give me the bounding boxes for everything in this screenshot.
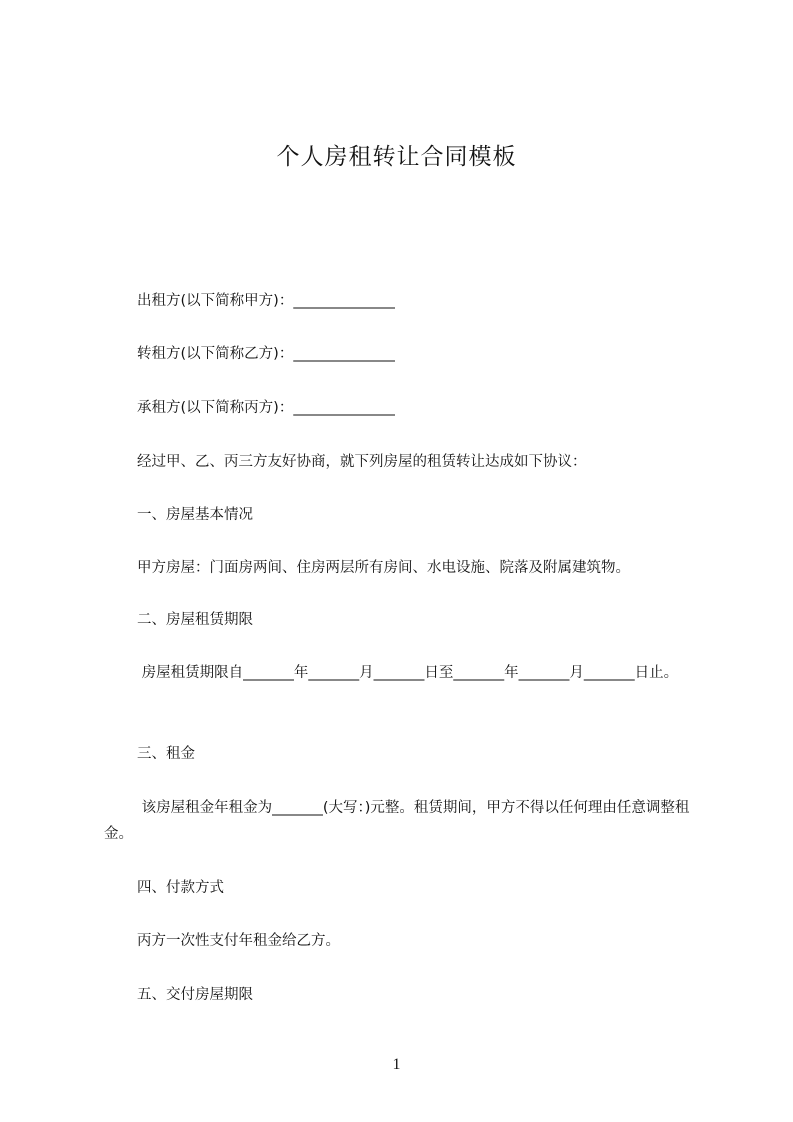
section-heading-4: 四、付款方式 bbox=[137, 880, 224, 896]
section-heading-5: 五、交付房屋期限 bbox=[137, 987, 253, 1003]
section-body-1: 甲方房屋：门面房两间、住房两层所有房间、水电设施、院落及附属建筑物。 bbox=[137, 560, 630, 576]
section-body-2: 房屋租赁期限自_______年_______月_______日至_______年_______月_______日止。 bbox=[137, 665, 679, 681]
lessee-line: 承租方(以下简称丙方)：______________ bbox=[137, 400, 395, 416]
section-heading-3: 三、租金 bbox=[137, 746, 195, 762]
section-body-3: 该房屋租金年租金为_______(大写：)元整。租赁期间，甲方不得以任何理由任意调整租金。 bbox=[104, 800, 690, 842]
sublessor-line: 转租方(以下简称乙方)：______________ bbox=[137, 346, 395, 362]
lessor-line: 出租方(以下简称甲方)：______________ bbox=[137, 293, 395, 309]
section-body-4: 丙方一次性支付年租金给乙方。 bbox=[137, 933, 340, 949]
agreement-intro: 经过甲、乙、丙三方友好协商，就下列房屋的租赁转让达成如下协议： bbox=[137, 454, 587, 470]
section-heading-1: 一、房屋基本情况 bbox=[137, 507, 253, 523]
page-number: 1 bbox=[392, 1056, 401, 1073]
section-heading-2: 二、房屋租赁期限 bbox=[137, 612, 253, 628]
document-title: 个人房租转让合同模板 bbox=[276, 144, 517, 170]
